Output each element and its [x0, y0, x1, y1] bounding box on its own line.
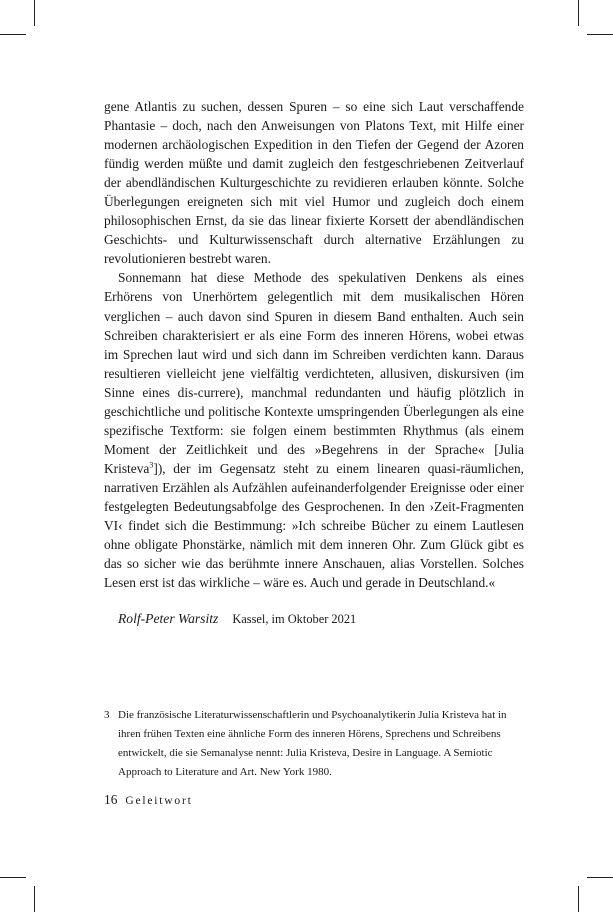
paragraph [104, 268, 524, 592]
place-date: Kassel, im Oktober 2021 [232, 612, 357, 626]
crop-mark [34, 0, 35, 26]
crop-mark [587, 34, 613, 35]
crop-mark [578, 0, 579, 26]
crop-mark [34, 886, 35, 912]
body-text [104, 97, 524, 592]
page-number: 16 [104, 792, 118, 807]
crop-mark [587, 877, 613, 878]
crop-mark [0, 877, 26, 878]
crop-mark [578, 886, 579, 912]
page-footer [104, 792, 193, 808]
author-name: Rolf-Peter Warsitz [118, 611, 219, 626]
paragraph: gene Atlantis zu suchen, dessen Spuren – so eine sich Laut verschaffende Phantasie – doch, nach den Anweisungen von Platons Text, mit Hilfe einer modernen archäologischen Expedition in den Tiefen der Gegend der Azoren fündig werden müßte und damit zugleich den festgeschriebenen Zeitverlauf der abendländischen Kulturgeschichte zu revidieren erlauben könnte. Solche Überlegungen ereigneten sich mit viel Humor und zugleich doch einem philosophischen Ernst, da sie das linear fixierte Korsett der abendländischen Geschichts- und Kulturwissenschaft durch alternative Erzählungen zu revolutionieren bestrebt waren. [104, 99, 524, 267]
footnote [104, 706, 524, 782]
footnote-number: 3 [104, 709, 110, 721]
paragraph-text: ]), der im Gegensatz steht zu einem linearen quasi-räumlichen, narrativen Erzählen als Aufzählen aufeinanderfolgender Ereignisse oder einer festgelegten Bedeutungsabfolge des Gesprochenen. In den ›Zeit-Fragmenten VI‹ findet sich die Bestimmung: »Ich schreibe Bücher zu einem Lautlesen ohne obligate Phonstärke, nämlich mit dem inneren Ohr. Zum Glück gibt es das so sicher wie das berühmte innere Anschauen, alias Vorstellen. Solches Lesen erst ist das wirkliche – wäre es. Auch und gerade in Deutschland.« [104, 460, 524, 591]
footnote-text: Die französische Literaturwissenschaftlerin und Psychoanalytikerin Julia Kristeva hat in ihren frühen Texten eine ähnliche Form des inneren Hörens, Sprechens und Schreibens entwickelt, die sie Semanalyse nennt: Julia Kristeva, Desire in Language. A Semiotic Approach to Literature and Art. New York 1980. [118, 709, 507, 778]
paragraph-text: Sonnemann hat diese Methode des spekulativen Denkens als eines Erhörens von Unerhörtem gelegentlich mit dem musikalischen Hören verglichen – auch davon sind Spuren in diesem Band enthalten. Auch sein Schreiben charakterisiert er als eine Form des inneren Hörens, wobei etwas im Sprechen laut wird und sich dann im Schreiben verdichten kann. Daraus resultieren vielleicht jene vielfältig verdichteten, allusiven, diskursiven (im Sinne eines dis-currere), manchmal redundanten und häufig plötzlich in geschichtliche und politische Kontexte umspringenden Überlegungen als eine spezifische Textform: sie folgen einem bestimmten Rhythmus (als einem Moment der Zeitlichkeit und des »Begehrens in der Sprache« [Julia Kristeva [104, 270, 524, 476]
footnote-reference[interactable]: 3 [149, 460, 154, 470]
crop-mark [0, 34, 26, 35]
section-title: Geleitwort [125, 795, 193, 807]
signature [118, 611, 356, 627]
